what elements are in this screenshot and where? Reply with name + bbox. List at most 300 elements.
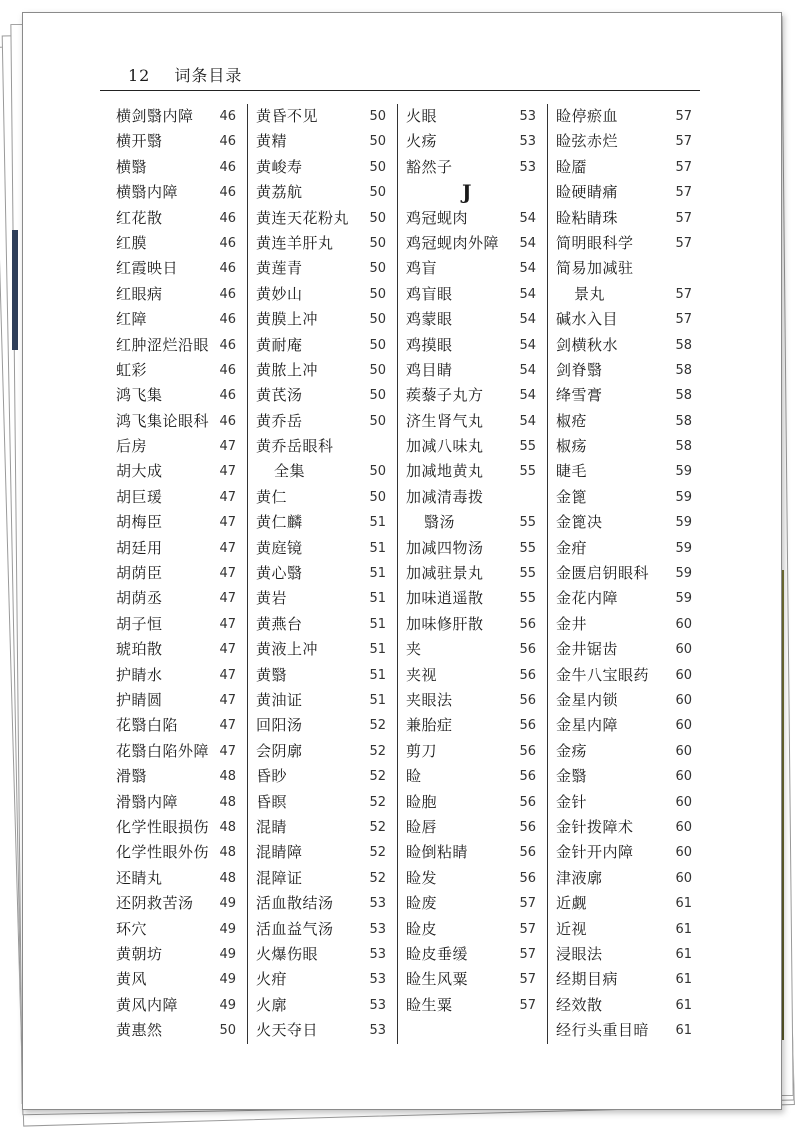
entry-page-number: 53 (369, 921, 386, 937)
entry-page-number: 60 (675, 845, 692, 861)
entry-page-number: 55 (519, 464, 536, 480)
entry-page-number: 51 (369, 616, 386, 632)
index-entry (556, 612, 692, 637)
entry-term: 蒺藜子丸方 (406, 386, 484, 405)
index-entry (256, 790, 406, 815)
entry-page-number: 52 (369, 718, 386, 734)
index-entry (116, 459, 256, 484)
index-entry (556, 333, 692, 358)
index-entry (256, 358, 406, 383)
entry-term: 鸿飞集 (116, 386, 163, 405)
entry-term: 金针开内障 (556, 843, 634, 862)
entry-page-number: 47 (219, 515, 236, 531)
index-entry (256, 485, 406, 510)
entry-term: 红霞映日 (116, 259, 179, 278)
entry-term: 火廓 (256, 995, 288, 1014)
entry-term: 睑倒粘睛 (406, 843, 469, 862)
entry-page-number: 54 (519, 286, 536, 302)
entry-page-number: 50 (369, 489, 386, 505)
entry-term: 金星内障 (556, 716, 619, 735)
entry-page-number: 47 (219, 642, 236, 658)
index-entry (116, 434, 256, 459)
index-entry (116, 586, 256, 611)
entry-term: 豁然子 (406, 157, 453, 176)
index-entry (116, 866, 256, 891)
index-entry (256, 993, 406, 1018)
index-entry (556, 459, 692, 484)
entry-term: 黄峻寿 (256, 157, 303, 176)
entry-page-number: 58 (675, 337, 692, 353)
entry-page-number: 53 (369, 972, 386, 988)
entry-page-number: 60 (675, 870, 692, 886)
entry-page-number: 50 (369, 413, 386, 429)
entry-term: 花翳白陷外障 (116, 741, 210, 760)
entry-page-number: 61 (675, 997, 692, 1013)
index-entry (406, 612, 556, 637)
entry-term: 黄仁 (256, 487, 288, 506)
entry-page-number: 52 (369, 794, 386, 810)
entry-page-number: 53 (519, 159, 536, 175)
entry-page-number: 51 (369, 692, 386, 708)
column-divider (397, 104, 398, 1044)
index-entry (406, 510, 556, 535)
entry-term: 加减四物汤 (406, 538, 484, 557)
entry-term: 鸡冠蚬肉 (406, 208, 469, 227)
entry-term: 黄燕台 (256, 614, 303, 633)
entry-term: 金篦决 (556, 513, 603, 532)
entry-page-number: 60 (675, 794, 692, 810)
entry-term: 济生肾气丸 (406, 411, 484, 430)
entry-page-number: 56 (519, 845, 536, 861)
index-entry (256, 612, 406, 637)
entry-page-number: 56 (519, 692, 536, 708)
entry-term: 睑发 (406, 868, 438, 887)
entry-term: 金疳 (556, 538, 588, 557)
index-entry (406, 866, 556, 891)
entry-term: 睑 (406, 767, 422, 786)
entry-page-number: 54 (519, 388, 536, 404)
entry-term: 黄昏不见 (256, 107, 319, 125)
index-entry (256, 383, 406, 408)
index-entry (256, 739, 406, 764)
entry-term: J (462, 180, 472, 205)
entry-page-number: 57 (675, 210, 692, 226)
entry-term: 昏瞑 (256, 792, 288, 811)
entry-term: 会阴廓 (256, 741, 303, 760)
entry-page-number: 53 (369, 1023, 386, 1039)
index-entry (116, 688, 256, 713)
entry-page-number: 48 (219, 769, 236, 785)
entry-page-number: 50 (369, 109, 386, 124)
column-divider (247, 104, 248, 1044)
entry-page-number: 54 (519, 210, 536, 226)
index-entry (556, 840, 692, 865)
index-entry (116, 967, 256, 992)
index-entry (116, 409, 256, 434)
index-entry (406, 333, 556, 358)
index-entry (406, 663, 556, 688)
index-entry (256, 459, 406, 484)
entry-term: 护睛水 (116, 665, 163, 684)
entry-term: 睑粘睛珠 (556, 208, 619, 227)
entry-page-number: 46 (219, 235, 236, 251)
entry-page-number: 57 (519, 972, 536, 988)
entry-term: 翳汤 (424, 513, 456, 532)
entry-term: 鸡摸眼 (406, 335, 453, 354)
index-entry (406, 434, 556, 459)
entry-term: 化学性眼外伤 (116, 843, 210, 862)
entry-page-number: 60 (675, 616, 692, 632)
entry-term: 横剑翳内障 (116, 107, 194, 125)
entry-term: 黄油证 (256, 690, 303, 709)
index-entry (256, 409, 406, 434)
index-entry (556, 1018, 692, 1043)
index-entry (116, 790, 256, 815)
entry-term: 椒疮 (556, 411, 588, 430)
index-entry (556, 129, 692, 154)
entry-page-number: 58 (675, 362, 692, 378)
entry-term: 混睛障 (256, 843, 303, 862)
entry-page-number: 46 (219, 362, 236, 378)
index-entry (256, 917, 406, 942)
index-entry (116, 917, 256, 942)
entry-term: 护睛圆 (116, 690, 163, 709)
index-entry (116, 942, 256, 967)
entry-term: 经行头重目暗 (556, 1021, 650, 1040)
entry-page-number: 57 (519, 946, 536, 962)
index-entry (556, 713, 692, 738)
entry-page-number: 58 (675, 413, 692, 429)
index-entry (556, 739, 692, 764)
entry-term: 金花内障 (556, 589, 619, 608)
entry-page-number: 55 (519, 566, 536, 582)
entry-term: 胡荫臣 (116, 564, 163, 583)
entry-page-number: 50 (369, 159, 386, 175)
entry-page-number: 61 (675, 946, 692, 962)
entry-page-number: 56 (519, 667, 536, 683)
index-entry (116, 129, 256, 154)
entry-page-number: 56 (519, 819, 536, 835)
index-column-2 (256, 104, 406, 1043)
entry-page-number: 48 (219, 794, 236, 810)
index-entry (406, 155, 556, 180)
entry-term: 景丸 (574, 284, 606, 303)
entry-term: 夹眼法 (406, 690, 453, 709)
entry-term: 胡大成 (116, 462, 163, 481)
index-entry (406, 688, 556, 713)
entry-term: 黄庭镜 (256, 538, 303, 557)
index-entry (556, 282, 692, 307)
entry-page-number: 54 (519, 235, 536, 251)
entry-page-number: 50 (369, 388, 386, 404)
entry-term: 鸡目睛 (406, 360, 453, 379)
entry-term: 鸡盲 (406, 259, 438, 278)
entry-page-number: 51 (369, 642, 386, 658)
entry-term: 混障证 (256, 868, 303, 887)
entry-page-number: 57 (519, 997, 536, 1013)
index-entry (406, 637, 556, 662)
index-entry (556, 967, 692, 992)
entry-page-number: 57 (675, 185, 692, 201)
index-entry (116, 510, 256, 535)
entry-term: 睑弦赤烂 (556, 132, 619, 151)
entry-page-number: 51 (369, 540, 386, 556)
entry-page-number: 56 (519, 743, 536, 759)
entry-term: 黄翳 (256, 665, 288, 684)
section-letter (406, 180, 556, 205)
entry-page-number: 57 (519, 896, 536, 912)
entry-term: 夹视 (406, 665, 438, 684)
index-entry (116, 739, 256, 764)
index-entry (556, 256, 692, 281)
index-entry (556, 510, 692, 535)
index-entry (116, 637, 256, 662)
entry-term: 胡廷用 (116, 538, 163, 557)
entry-page-number: 57 (675, 286, 692, 302)
page-header (100, 62, 700, 91)
entry-page-number: 55 (519, 591, 536, 607)
index-column-1 (116, 104, 256, 1043)
entry-term: 火疡 (406, 132, 438, 151)
entry-term: 剪刀 (406, 741, 438, 760)
index-entry (406, 840, 556, 865)
entry-term: 金针 (556, 792, 588, 811)
entry-term: 经期目病 (556, 970, 619, 989)
index-entry (406, 206, 556, 231)
entry-term: 加减八味丸 (406, 437, 484, 456)
index-entry (256, 536, 406, 561)
entry-page-number: 54 (519, 362, 536, 378)
entry-term: 活血益气汤 (256, 919, 334, 938)
entry-term: 红肿涩烂沿眼 (116, 335, 210, 354)
index-entry (406, 282, 556, 307)
index-entry (256, 155, 406, 180)
index-entry (556, 917, 692, 942)
entry-page-number: 50 (369, 210, 386, 226)
entry-term: 胡巨瑗 (116, 487, 163, 506)
entry-page-number: 56 (519, 769, 536, 785)
index-entry (556, 688, 692, 713)
entry-page-number: 47 (219, 464, 236, 480)
index-entry (556, 790, 692, 815)
index-entry (556, 764, 692, 789)
entry-term: 红膜 (116, 233, 148, 252)
entry-term: 横翳内障 (116, 183, 179, 202)
index-entry (116, 104, 256, 129)
index-entry (116, 993, 256, 1018)
index-entry (556, 358, 692, 383)
entry-term: 金翳 (556, 767, 588, 786)
index-entry (116, 1018, 256, 1043)
entry-term: 黄乔岳 (256, 411, 303, 430)
entry-page-number: 51 (369, 667, 386, 683)
index-entry (116, 231, 256, 256)
entry-term: 黄脓上冲 (256, 360, 319, 379)
entry-term: 绛雪膏 (556, 386, 603, 405)
entry-page-number: 50 (369, 235, 386, 251)
entry-term: 睑皮垂缓 (406, 944, 469, 963)
entry-term: 椒疡 (556, 437, 588, 456)
entry-term: 横翳 (116, 157, 148, 176)
entry-page-number: 52 (369, 845, 386, 861)
entry-term: 环穴 (116, 919, 148, 938)
entry-term: 黄精 (256, 132, 288, 151)
index-entry (406, 891, 556, 916)
index-entry (256, 333, 406, 358)
index-entry (256, 510, 406, 535)
entry-page-number: 50 (219, 1023, 236, 1039)
entry-term: 火疳 (256, 970, 288, 989)
entry-term: 加味修肝散 (406, 614, 484, 633)
entry-term: 金匮启钥眼科 (556, 564, 650, 583)
index-entry (116, 536, 256, 561)
index-entry (116, 383, 256, 408)
index-entry (256, 942, 406, 967)
index-entry (256, 434, 406, 459)
entry-page-number: 55 (519, 515, 536, 531)
entry-page-number: 54 (519, 312, 536, 328)
index-entry (556, 485, 692, 510)
entry-page-number: 46 (219, 388, 236, 404)
entry-page-number: 46 (219, 210, 236, 226)
entry-term: 红花散 (116, 208, 163, 227)
index-entry (406, 459, 556, 484)
entry-term: 黄岩 (256, 589, 288, 608)
entry-term: 黄液上冲 (256, 640, 319, 659)
entry-page-number: 60 (675, 667, 692, 683)
entry-term: 滑翳内障 (116, 792, 179, 811)
entry-page-number: 52 (369, 870, 386, 886)
entry-term: 黄乔岳眼科 (256, 437, 334, 456)
entry-term: 还阴救苦汤 (116, 894, 194, 913)
entry-page-number: 56 (519, 642, 536, 658)
entry-page-number: 59 (675, 464, 692, 480)
index-entry (556, 536, 692, 561)
entry-term: 鸡冠蚬肉外障 (406, 233, 500, 252)
entry-page-number: 50 (369, 464, 386, 480)
entry-page-number: 58 (675, 388, 692, 404)
entry-page-number: 52 (369, 743, 386, 759)
entry-term: 后房 (116, 437, 148, 456)
entry-page-number: 47 (219, 439, 236, 455)
entry-term: 混睛 (256, 817, 288, 836)
index-entry (556, 561, 692, 586)
entry-page-number: 48 (219, 819, 236, 835)
entry-term: 金疡 (556, 741, 588, 760)
entry-term: 红眼病 (116, 284, 163, 303)
index-entry (406, 815, 556, 840)
index-entry (556, 993, 692, 1018)
entry-term: 简明眼科学 (556, 233, 634, 252)
entry-term: 睑胞 (406, 792, 438, 811)
entry-term: 加减驻景丸 (406, 564, 484, 583)
entry-page-number: 53 (519, 134, 536, 150)
index-entry (406, 485, 556, 510)
index-entry (406, 256, 556, 281)
index-entry (556, 815, 692, 840)
entry-page-number: 49 (219, 997, 236, 1013)
index-entry (406, 104, 556, 129)
index-entry (406, 231, 556, 256)
entry-term: 夹 (406, 640, 422, 659)
index-entry (406, 917, 556, 942)
entry-term: 睑生风粟 (406, 970, 469, 989)
entry-page-number: 53 (369, 896, 386, 912)
entry-term: 黄连天花粉丸 (256, 208, 350, 227)
entry-page-number: 51 (369, 566, 386, 582)
index-entry (256, 104, 406, 129)
entry-page-number: 56 (519, 870, 536, 886)
index-entry (256, 840, 406, 865)
entry-page-number: 59 (675, 566, 692, 582)
entry-page-number: 59 (675, 540, 692, 556)
index-entry (406, 383, 556, 408)
index-column-4 (556, 104, 692, 1043)
entry-term: 花翳白陷 (116, 716, 179, 735)
index-entry (556, 942, 692, 967)
index-entry (556, 586, 692, 611)
entry-term: 昏眇 (256, 767, 288, 786)
entry-term: 黄妙山 (256, 284, 303, 303)
index-entry (256, 815, 406, 840)
entry-page-number: 51 (369, 591, 386, 607)
entry-term: 黄莲青 (256, 259, 303, 278)
entry-page-number: 47 (219, 566, 236, 582)
entry-term: 火爆伤眼 (256, 944, 319, 963)
index-entry (116, 155, 256, 180)
page-title: 词条目录 (174, 66, 243, 85)
entry-term: 回阳汤 (256, 716, 303, 735)
index-entry (406, 967, 556, 992)
index-entry (556, 206, 692, 231)
entry-page-number: 56 (519, 718, 536, 734)
entry-page-number: 61 (675, 896, 692, 912)
entry-page-number: 50 (369, 337, 386, 353)
index-entry (406, 713, 556, 738)
index-entry (256, 282, 406, 307)
entry-page-number: 54 (519, 337, 536, 353)
entry-term: 黄风内障 (116, 995, 179, 1014)
entry-page-number: 60 (675, 718, 692, 734)
entry-term: 近视 (556, 919, 588, 938)
entry-page-number: 61 (675, 972, 692, 988)
entry-term: 活血散结汤 (256, 894, 334, 913)
entry-term: 金篦 (556, 487, 588, 506)
entry-page-number: 46 (219, 159, 236, 175)
entry-term: 黄膜上冲 (256, 310, 319, 329)
entry-term: 红障 (116, 310, 148, 329)
index-entry (256, 586, 406, 611)
index-entry (556, 663, 692, 688)
entry-term: 火天夺日 (256, 1021, 319, 1040)
entry-page-number: 53 (519, 109, 536, 124)
index-entry (256, 129, 406, 154)
index-entry (406, 993, 556, 1018)
entry-page-number: 60 (675, 743, 692, 759)
entry-page-number: 46 (219, 134, 236, 150)
index-entry (556, 383, 692, 408)
index-entry (406, 561, 556, 586)
index-entry (256, 231, 406, 256)
entry-page-number: 59 (675, 489, 692, 505)
index-entry (406, 764, 556, 789)
entry-page-number: 56 (519, 616, 536, 632)
entry-page-number: 50 (369, 286, 386, 302)
entry-term: 金星内锁 (556, 690, 619, 709)
entry-term: 胡梅臣 (116, 513, 163, 532)
page-number: 12 (128, 66, 151, 85)
entry-term: 鸿飞集论眼科 (116, 411, 210, 430)
